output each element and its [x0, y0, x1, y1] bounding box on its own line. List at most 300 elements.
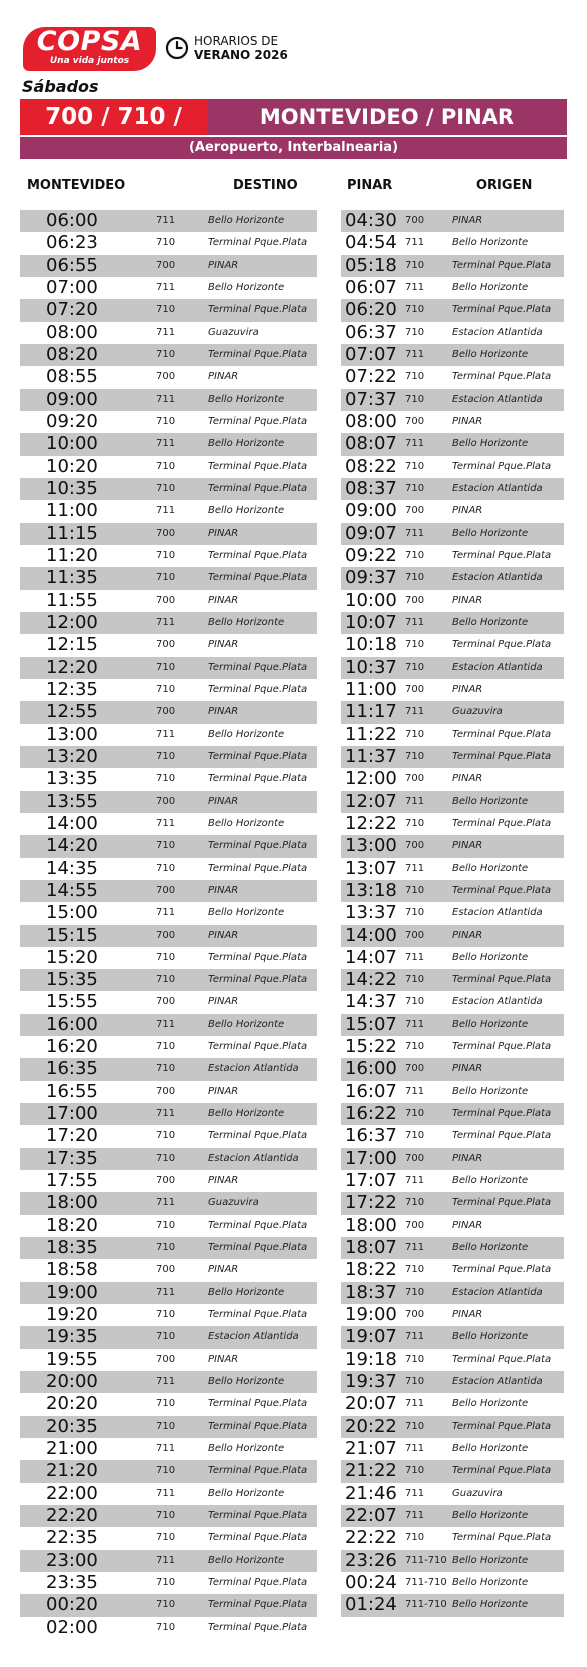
clock-icon — [165, 36, 189, 60]
line-number: 711 — [405, 281, 425, 293]
place-name: PINAR — [452, 773, 483, 785]
departure-time: 14:00 — [46, 812, 98, 834]
table-row — [20, 612, 317, 634]
table-row — [20, 1058, 317, 1080]
line-number: 700 — [156, 639, 176, 651]
place-name: PINAR — [452, 840, 483, 852]
place-name: Terminal Pque.Plata — [452, 1130, 552, 1142]
table-row — [20, 255, 317, 277]
line-number: 700 — [405, 773, 425, 785]
departure-time: 14:55 — [46, 879, 98, 901]
place-name: PINAR — [452, 505, 483, 517]
place-name: Bello Horizonte — [452, 1554, 529, 1566]
table-row — [20, 1371, 317, 1393]
line-number: 710 — [156, 1219, 176, 1231]
table-row — [341, 1282, 564, 1304]
departure-time: 06:07 — [345, 276, 397, 298]
departure-time: 20:22 — [345, 1415, 397, 1437]
line-number: 711-710 — [405, 1599, 447, 1611]
place-name: PINAR — [208, 259, 239, 271]
departure-time: 19:07 — [345, 1326, 397, 1348]
table-row — [341, 1460, 564, 1482]
departure-time: 18:07 — [345, 1237, 397, 1259]
line-number: 700 — [156, 1085, 176, 1097]
table-row — [20, 1527, 317, 1549]
line-number: 700 — [405, 594, 425, 606]
table-row — [341, 322, 564, 344]
line-number: 710 — [405, 1041, 425, 1053]
place-name: Terminal Pque.Plata — [452, 1465, 552, 1477]
table-row — [341, 1237, 564, 1259]
table-row — [20, 389, 317, 411]
place-name: Bello Horizonte — [208, 393, 285, 405]
place-name: Terminal Pque.Plata — [452, 1108, 552, 1120]
departure-time: 07:00 — [46, 276, 98, 298]
line-number: 710 — [405, 884, 425, 896]
departure-time: 17:00 — [46, 1103, 98, 1125]
table-row — [341, 299, 564, 321]
table-row — [20, 590, 317, 612]
place-name: Guazuvira — [208, 1197, 259, 1209]
place-name: Terminal Pque.Plata — [208, 1621, 308, 1633]
place-name: PINAR — [208, 1353, 239, 1365]
table-row — [341, 411, 564, 433]
departure-time: 12:15 — [46, 634, 98, 656]
departure-time: 08:07 — [345, 433, 397, 455]
table-row — [20, 1148, 317, 1170]
place-name: Terminal Pque.Plata — [208, 1041, 308, 1053]
departure-time: 14:07 — [345, 946, 397, 968]
departure-time: 08:00 — [345, 410, 397, 432]
table-row — [341, 545, 564, 567]
departure-time: 19:00 — [46, 1281, 98, 1303]
line-number: 711 — [156, 1376, 176, 1388]
place-name: Guazuvira — [452, 706, 503, 718]
column-header-montevideo: MONTEVIDEO — [27, 178, 126, 193]
line-number: 710 — [405, 1376, 425, 1388]
line-number: 711 — [156, 1487, 176, 1499]
place-name: Terminal Pque.Plata — [208, 1219, 308, 1231]
departure-time: 04:30 — [345, 210, 397, 231]
departure-time: 18:37 — [345, 1281, 397, 1303]
departure-time: 18:35 — [46, 1237, 98, 1259]
departure-time: 12:20 — [46, 656, 98, 678]
departure-time: 07:37 — [345, 388, 397, 410]
place-name: Terminal Pque.Plata — [208, 1465, 308, 1477]
departure-time: 22:07 — [345, 1505, 397, 1527]
line-number: 711 — [405, 862, 425, 874]
place-name: Bello Horizonte — [208, 1286, 285, 1298]
place-name: Bello Horizonte — [452, 1085, 529, 1097]
table-row — [20, 277, 317, 299]
line-number: 710 — [156, 1465, 176, 1477]
table-row — [341, 880, 564, 902]
table-row — [20, 1215, 317, 1237]
line-number: 710 — [405, 1465, 425, 1477]
departure-time: 17:20 — [46, 1125, 98, 1147]
line-number: 711 — [156, 326, 176, 338]
line-number: 710 — [405, 728, 425, 740]
place-name: Terminal Pque.Plata — [452, 974, 552, 986]
table-row — [20, 813, 317, 835]
line-number: 710 — [156, 460, 176, 472]
place-name: PINAR — [208, 884, 239, 896]
brand-name: COPSA — [36, 26, 143, 57]
place-name: Bello Horizonte — [452, 1443, 529, 1455]
departure-time: 22:20 — [46, 1505, 98, 1527]
line-number: 710 — [156, 1577, 176, 1589]
line-number: 710 — [405, 549, 425, 561]
line-number: 711 — [405, 1443, 425, 1455]
table-row — [341, 679, 564, 701]
table-row — [20, 1237, 317, 1259]
departure-time: 12:00 — [345, 768, 397, 790]
departure-time: 11:37 — [345, 745, 397, 767]
departure-time: 18:22 — [345, 1259, 397, 1281]
route-via: (Aeropuerto, Interbalnearia) — [20, 137, 567, 159]
place-name: Bello Horizonte — [208, 438, 285, 450]
place-name: Estacion Atlantida — [452, 907, 543, 919]
table-row — [20, 344, 317, 366]
table-row — [341, 1192, 564, 1214]
place-name: Terminal Pque.Plata — [208, 1532, 308, 1544]
line-number: 711 — [405, 237, 425, 249]
line-number: 710 — [405, 326, 425, 338]
line-number: 710 — [405, 974, 425, 986]
table-row — [341, 1259, 564, 1281]
line-number: 710 — [405, 482, 425, 494]
table-row — [341, 1371, 564, 1393]
departure-time: 14:00 — [345, 924, 397, 946]
line-number: 710 — [405, 1108, 425, 1120]
table-row — [341, 947, 564, 969]
departure-time: 18:00 — [46, 1192, 98, 1214]
line-number: 700 — [405, 415, 425, 427]
place-name: Guazuvira — [452, 1487, 503, 1499]
line-number: 710 — [405, 259, 425, 271]
line-number: 711 — [156, 616, 176, 628]
departure-time: 12:00 — [46, 611, 98, 633]
departure-time: 16:22 — [345, 1103, 397, 1125]
line-number: 710 — [156, 1398, 176, 1410]
place-name: Terminal Pque.Plata — [208, 460, 308, 472]
line-number: 711 — [156, 907, 176, 919]
line-number: 700 — [405, 505, 425, 517]
table-row — [341, 344, 564, 366]
line-number: 711-710 — [405, 1554, 447, 1566]
place-name: Terminal Pque.Plata — [208, 862, 308, 874]
departure-time: 19:55 — [46, 1348, 98, 1370]
line-number: 710 — [156, 348, 176, 360]
table-row — [341, 1349, 564, 1371]
departure-time: 06:37 — [345, 321, 397, 343]
table-row — [341, 1304, 564, 1326]
table-row — [341, 768, 564, 790]
line-number: 711 — [405, 1018, 425, 1030]
departure-time: 15:07 — [345, 1013, 397, 1035]
line-number: 710 — [156, 1532, 176, 1544]
table-row — [20, 1259, 317, 1281]
place-name: Bello Horizonte — [208, 1376, 285, 1388]
brand-tagline: Una vida juntos — [49, 56, 130, 66]
line-number: 711 — [405, 1398, 425, 1410]
line-number: 710 — [405, 572, 425, 584]
line-number: 710 — [156, 750, 176, 762]
place-name: Bello Horizonte — [452, 1577, 529, 1589]
departure-time: 08:20 — [46, 343, 98, 365]
table-row — [341, 389, 564, 411]
departure-time: 10:18 — [345, 634, 397, 656]
table-row — [341, 902, 564, 924]
place-name: Terminal Pque.Plata — [452, 1420, 552, 1432]
table-row — [341, 634, 564, 656]
table-row — [341, 500, 564, 522]
table-row — [341, 1416, 564, 1438]
table-row — [341, 1125, 564, 1147]
header — [0, 0, 587, 76]
departure-time: 11:20 — [46, 544, 98, 566]
line-number: 710 — [156, 1152, 176, 1164]
table-row — [341, 835, 564, 857]
table-row — [341, 1014, 564, 1036]
departure-time: 13:20 — [46, 745, 98, 767]
table-row — [20, 433, 317, 455]
table-row — [20, 1393, 317, 1415]
line-number: 711 — [156, 215, 176, 226]
line-number: 710 — [405, 817, 425, 829]
departure-time: 19:35 — [46, 1326, 98, 1348]
line-number: 700 — [156, 706, 176, 718]
table-row — [341, 1550, 564, 1572]
route-name: MONTEVIDEO / PINAR — [207, 99, 567, 135]
departure-time: 13:00 — [46, 723, 98, 745]
table-row — [341, 925, 564, 947]
table-row — [341, 701, 564, 723]
place-name: Bello Horizonte — [208, 1443, 285, 1455]
place-name: Bello Horizonte — [208, 907, 285, 919]
table-row — [341, 1594, 564, 1616]
place-name: Estacion Atlantida — [208, 1152, 299, 1164]
line-number: 711 — [156, 438, 176, 450]
line-number: 710 — [405, 460, 425, 472]
table-row — [20, 1081, 317, 1103]
table-row — [341, 590, 564, 612]
table-row — [20, 925, 317, 947]
line-number: 700 — [156, 594, 176, 606]
line-number: 700 — [156, 527, 176, 539]
line-number: 711 — [405, 795, 425, 807]
departure-time: 10:00 — [345, 589, 397, 611]
place-name: Terminal Pque.Plata — [452, 371, 552, 383]
line-number: 710 — [405, 1532, 425, 1544]
departure-time: 11:35 — [46, 567, 98, 589]
line-number: 711-710 — [405, 1577, 447, 1589]
departure-time: 01:24 — [345, 1594, 397, 1616]
departure-time: 18:00 — [345, 1214, 397, 1236]
place-name: PINAR — [208, 929, 239, 941]
place-name: Terminal Pque.Plata — [208, 683, 308, 695]
place-name: Terminal Pque.Plata — [452, 1264, 552, 1276]
place-name: Terminal Pque.Plata — [208, 237, 308, 249]
place-name: Terminal Pque.Plata — [208, 840, 308, 852]
place-name: PINAR — [452, 1219, 483, 1231]
line-number: 711 — [156, 1018, 176, 1030]
line-number: 710 — [156, 1242, 176, 1254]
line-number: 710 — [156, 572, 176, 584]
place-name: Bello Horizonte — [452, 862, 529, 874]
place-name: Bello Horizonte — [452, 1242, 529, 1254]
table-row — [20, 746, 317, 768]
table-row — [20, 991, 317, 1013]
line-number: 711 — [156, 817, 176, 829]
table-row — [20, 969, 317, 991]
departure-time: 17:07 — [345, 1170, 397, 1192]
place-name: Estacion Atlantida — [452, 1286, 543, 1298]
place-name: PINAR — [208, 594, 239, 606]
table-row — [20, 232, 317, 254]
line-number: 700 — [156, 1353, 176, 1365]
place-name: Bello Horizonte — [452, 438, 529, 450]
place-name: PINAR — [208, 371, 239, 383]
departure-time: 16:07 — [345, 1080, 397, 1102]
table-row — [20, 567, 317, 589]
table-row — [341, 1058, 564, 1080]
place-name: Estacion Atlantida — [452, 572, 543, 584]
line-number: 711 — [156, 281, 176, 293]
departure-time: 13:18 — [345, 879, 397, 901]
line-number: 710 — [156, 415, 176, 427]
line-number: 711 — [405, 1331, 425, 1343]
table-row — [341, 1483, 564, 1505]
departure-time: 20:07 — [345, 1393, 397, 1415]
table-row — [20, 1125, 317, 1147]
place-name: Bello Horizonte — [208, 281, 285, 293]
table-row — [20, 657, 317, 679]
table-row — [20, 1617, 317, 1639]
line-number: 711 — [405, 1242, 425, 1254]
departure-time: 08:00 — [46, 321, 98, 343]
table-row — [20, 1282, 317, 1304]
departure-time: 13:35 — [46, 768, 98, 790]
line-number: 710 — [405, 1264, 425, 1276]
departure-time: 09:22 — [345, 544, 397, 566]
departure-time: 16:37 — [345, 1125, 397, 1147]
line-number: 700 — [156, 884, 176, 896]
place-name: Terminal Pque.Plata — [452, 1532, 552, 1544]
line-number: 711 — [156, 393, 176, 405]
line-number: 710 — [405, 907, 425, 919]
departure-time: 12:55 — [46, 701, 98, 723]
place-name: Estacion Atlantida — [452, 1376, 543, 1388]
place-name: PINAR — [452, 415, 483, 427]
place-name: Estacion Atlantida — [208, 1331, 299, 1343]
line-number: 711 — [405, 1510, 425, 1522]
departure-time: 13:55 — [46, 790, 98, 812]
place-name: Terminal Pque.Plata — [452, 1197, 552, 1209]
montevideo-departures-table — [20, 210, 317, 1639]
line-number: 700 — [156, 1175, 176, 1187]
line-number: 710 — [156, 661, 176, 673]
place-name: Terminal Pque.Plata — [208, 549, 308, 561]
place-name: Terminal Pque.Plata — [452, 817, 552, 829]
place-name: Bello Horizonte — [452, 1599, 529, 1611]
place-name: Terminal Pque.Plata — [208, 1510, 308, 1522]
place-name: PINAR — [208, 639, 239, 651]
departure-time: 15:15 — [46, 924, 98, 946]
line-number: 711 — [405, 706, 425, 718]
table-row — [341, 567, 564, 589]
table-row — [341, 813, 564, 835]
place-name: PINAR — [452, 594, 483, 606]
departure-time: 17:00 — [345, 1147, 397, 1169]
place-name: Terminal Pque.Plata — [452, 259, 552, 271]
departure-time: 21:22 — [345, 1460, 397, 1482]
column-header-destino: DESTINO — [233, 178, 298, 193]
place-name: Bello Horizonte — [452, 1510, 529, 1522]
line-number: 710 — [156, 1331, 176, 1343]
table-row — [341, 1170, 564, 1192]
departure-time: 21:20 — [46, 1460, 98, 1482]
column-header-origen: ORIGEN — [476, 178, 533, 193]
table-row — [341, 232, 564, 254]
table-row — [20, 835, 317, 857]
table-row — [341, 1527, 564, 1549]
departure-time: 15:00 — [46, 902, 98, 924]
table-row — [20, 1103, 317, 1125]
table-row — [20, 791, 317, 813]
place-name: Terminal Pque.Plata — [452, 639, 552, 651]
table-row — [20, 679, 317, 701]
place-name: Terminal Pque.Plata — [208, 974, 308, 986]
place-name: PINAR — [208, 1264, 239, 1276]
place-name: Bello Horizonte — [208, 1018, 285, 1030]
line-number: 700 — [405, 215, 425, 226]
departure-time: 08:55 — [46, 366, 98, 388]
place-name: Terminal Pque.Plata — [208, 773, 308, 785]
line-number: 700 — [405, 1152, 425, 1164]
table-row — [20, 1304, 317, 1326]
place-name: Terminal Pque.Plata — [208, 750, 308, 762]
table-row — [20, 1192, 317, 1214]
place-name: Terminal Pque.Plata — [208, 304, 308, 316]
departure-time: 11:15 — [46, 522, 98, 544]
departure-time: 12:22 — [345, 812, 397, 834]
line-number: 711 — [156, 728, 176, 740]
departure-time: 08:37 — [345, 477, 397, 499]
table-row — [20, 1594, 317, 1616]
departure-time: 07:07 — [345, 343, 397, 365]
line-number: 710 — [405, 304, 425, 316]
line-number: 711 — [405, 1487, 425, 1499]
place-name: Terminal Pque.Plata — [208, 1130, 308, 1142]
place-name: Guazuvira — [208, 326, 259, 338]
table-row — [20, 947, 317, 969]
line-number: 711 — [405, 1175, 425, 1187]
departure-time: 22:35 — [46, 1527, 98, 1549]
departure-time: 10:07 — [345, 611, 397, 633]
line-number: 711 — [156, 1554, 176, 1566]
departure-time: 10:37 — [345, 656, 397, 678]
departure-time: 06:00 — [46, 210, 98, 231]
table-row — [20, 1460, 317, 1482]
departure-time: 23:26 — [345, 1549, 397, 1571]
departure-time: 16:55 — [46, 1080, 98, 1102]
line-number: 710 — [156, 1130, 176, 1142]
table-row — [20, 366, 317, 388]
table-row — [341, 255, 564, 277]
departure-time: 16:35 — [46, 1058, 98, 1080]
line-number: 710 — [156, 862, 176, 874]
